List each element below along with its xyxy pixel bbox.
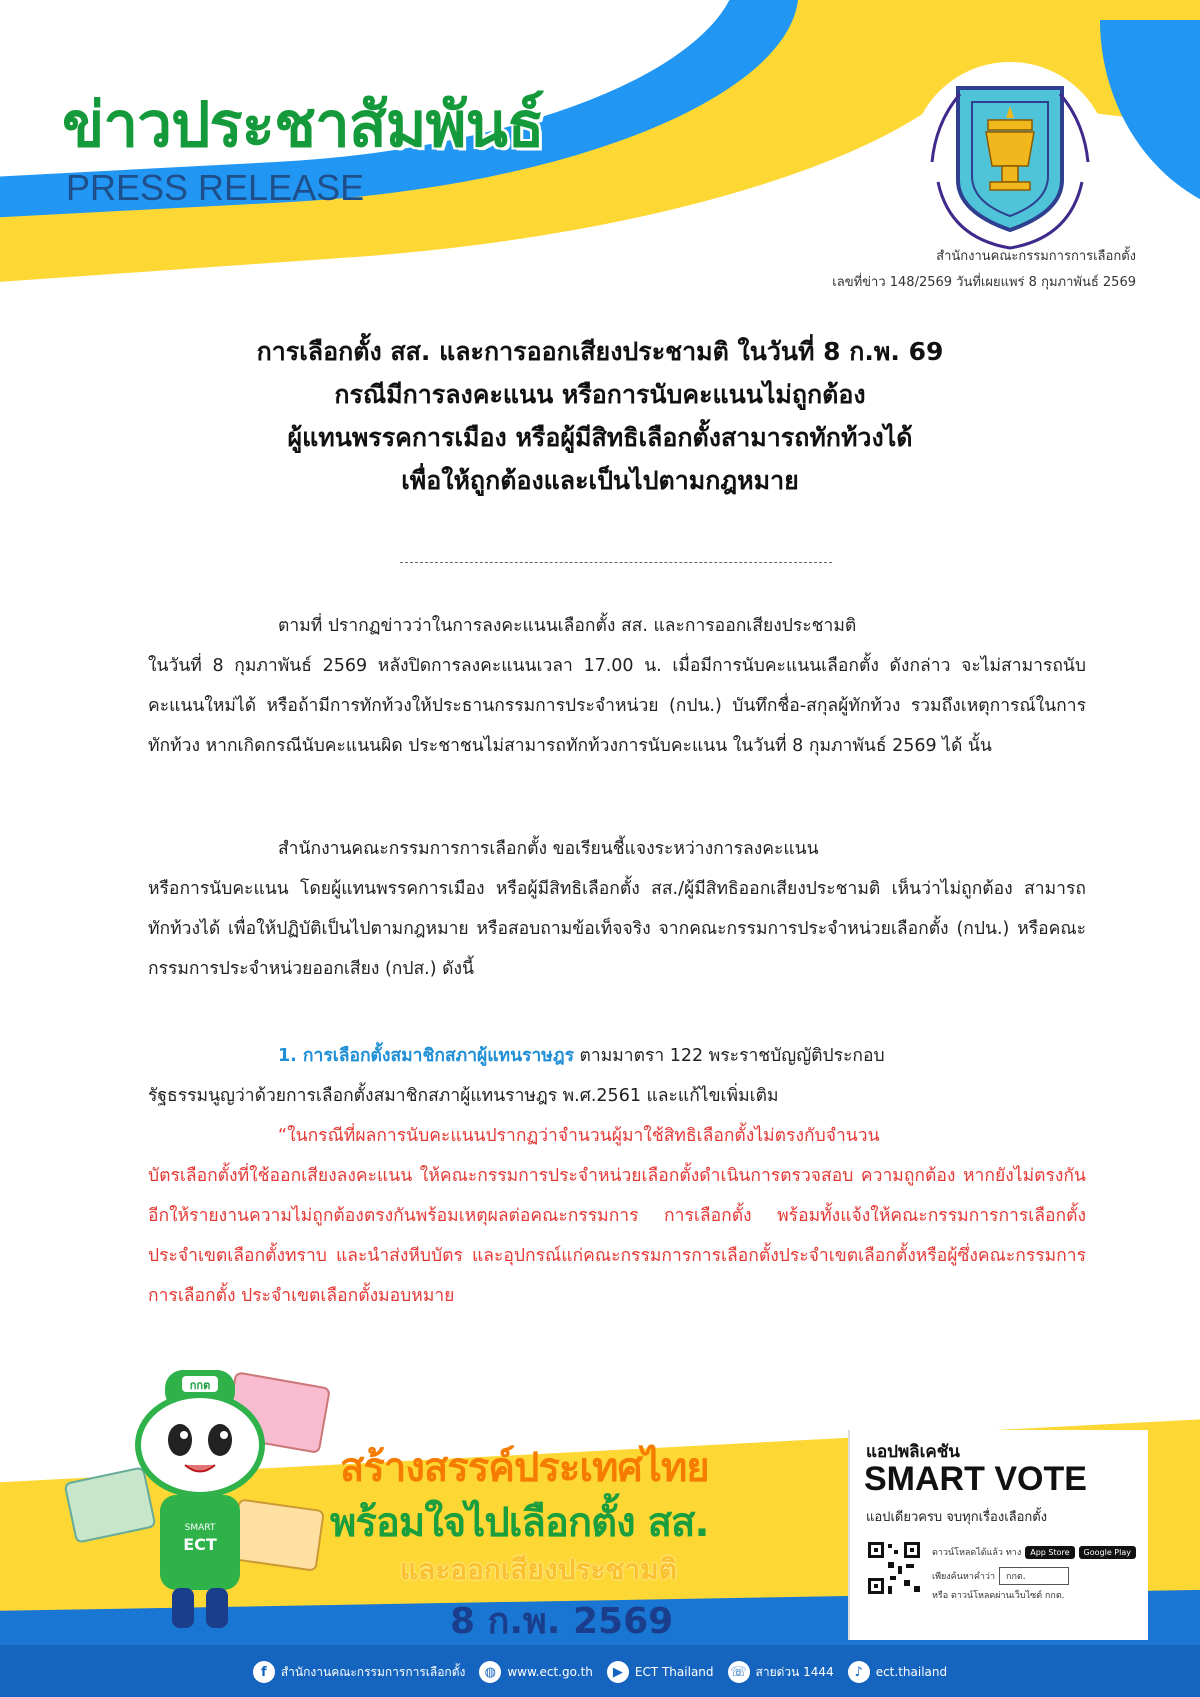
election-commission-logo <box>910 62 1110 262</box>
download-row <box>932 1545 1136 1559</box>
body-paragraph-2 <box>148 829 1086 989</box>
app-name: SMART VOTE <box>864 1460 1087 1498</box>
slogan-line-2: พร้อมใจไปเลือกตั้ง สส. <box>330 1500 709 1546</box>
headline-line-2: กรณีมีการลงคะแนน หรือการนับคะแนนไม่ถูกต้อง <box>334 380 866 409</box>
website-label: www.ect.go.th <box>507 1665 593 1679</box>
globe-icon: ◍ <box>479 1661 501 1683</box>
press-release-title-english: PRESS RELEASE <box>66 167 365 208</box>
qr-code-icon[interactable] <box>866 1540 922 1596</box>
headline-divider <box>400 562 832 563</box>
law-quotation <box>148 1116 1086 1316</box>
campaign-banner <box>0 1330 1200 1697</box>
paragraph-1-first-line: ตามที่ ปรากฏข่าวว่าในการลงคะแนนเลือกตั้ง สส. และการออกเสียงประชามติ <box>278 616 857 636</box>
smart-vote-app-promo <box>848 1430 1148 1640</box>
paragraph-2-rest: หรือการนับคะแนน โดยผู้แทนพรรคการเมือง หรือผู้มีสิทธิเลือกตั้ง สส./ผู้มีสิทธิออกเสียงประชามติ เห็นว่าไม่ถูกต้อง สามารถทักท้วงได้ เพื่อให้ปฏิบัติเป็นไปตามกฎหมาย หรือสอบถามข้อเท็จจริง จากคณะกรรมการประจำหน่วยเลือกตั้ง (กปน.) หรือคณะกรรมการประจำหน่วยออกเสียง (กปส.) ดังนี้ <box>148 879 1086 979</box>
download-label: ดาวน์โหลดได้แล้ว ทาง <box>932 1548 1022 1558</box>
social-contact-bar <box>0 1648 1200 1696</box>
facebook-icon: f <box>253 1661 275 1683</box>
tiktok-icon: ♪ <box>848 1661 870 1683</box>
election-date: 8 ก.พ. 2569 <box>450 1601 674 1642</box>
section-1-first-line <box>148 1036 1086 1076</box>
news-reference-number: เลขที่ข่าว 148/2569 วันที่เผยแพร่ 8 กุมภาพันธ์ 2569 <box>832 275 1136 290</box>
facebook-link[interactable] <box>253 1661 465 1683</box>
paragraph-2-first-line: สำนักงานคณะกรรมการการเลือกตั้ง ขอเรียนชี้แจงระหว่างการลงคะแนน <box>278 839 819 859</box>
google-play-badge[interactable]: Google Play <box>1079 1546 1136 1559</box>
issuing-office: สำนักงานคณะกรรมการการเลือกตั้ง <box>936 249 1136 264</box>
body-paragraph-1 <box>148 606 1086 766</box>
app-caption: แอปพลิเคชัน <box>866 1442 960 1462</box>
phone-icon: ☏ <box>728 1661 750 1683</box>
election-commission-emblem-icon <box>910 62 1110 262</box>
app-store-badge[interactable]: App Store <box>1025 1546 1074 1559</box>
section-1 <box>148 1036 1086 1116</box>
header-right-blue <box>1100 20 1200 220</box>
quotation-first-line: “ในกรณีที่ผลการนับคะแนนปรากฏว่าจำนวนผู้มาใช้สิทธิเลือกตั้งไม่ตรงกับจำนวน <box>278 1126 880 1146</box>
section-1-heading: 1. การเลือกตั้งสมาชิกสภาผู้แทนราษฎร <box>278 1046 574 1066</box>
headline-line-3: ผู้แทนพรรคการเมือง หรือผู้มีสิทธิเลือกตั้งสามารถทักท้วงได้ <box>287 423 913 452</box>
search-label: เพียงค้นหาคำว่า <box>932 1572 996 1582</box>
search-keyword-box: กกต. <box>999 1567 1069 1585</box>
slogan-line-1: สร้างสรรค์ประเทศไทย <box>340 1445 709 1491</box>
slogan-line-3: และออกเสียงประชามติ <box>400 1553 677 1586</box>
mascot-shirt-smart: SMART <box>184 1523 216 1533</box>
section-1-rest: รัฐธรรมนูญว่าด้วยการเลือกตั้งสมาชิกสภาผู้แทนราษฎร พ.ศ.2561 และแก้ไขเพิ่มเติม <box>148 1086 779 1106</box>
app-tagline: แอปเดียวครบ จบทุกเรื่องเลือกตั้ง <box>866 1510 1048 1525</box>
tiktok-label: ect.thailand <box>875 1665 948 1679</box>
section-1-intro: ตามมาตรา 122 พระราชบัญญัติประกอบ <box>573 1046 885 1066</box>
paragraph-1-rest: ในวันที่ 8 กุมภาพันธ์ 2569 หลังปิดการลงคะแนนเวลา 17.00 น. เมื่อมีการนับคะแนนเลือกตั้ง ดังกล่าว จะไม่สามารถนับคะแนนใหม่ได้ หรือถ้ามีการทักท้วงให้ประธานกรรมการประจำหน่วย (กปน.) บันทึกชื่อ-สกุลผู้ทักท้วง รวมถึงเหตุการณ์ในการทักท้วง หากเกิดกรณีนับคะแนนผิด ประชาชนไม่สามารถทักท้วงการนับคะแนน ในวันที่ 8 กุมภาพันธ์ 2569 ได้ นั้น <box>148 656 1086 756</box>
headline-line-1: การเลือกตั้ง สส. และการออกเสียงประชามติ ในวันที่ 8 ก.พ. 69 <box>256 337 944 366</box>
headline <box>60 330 1140 502</box>
youtube-label: ECT Thailand <box>634 1665 714 1679</box>
mascot-shirt-ect: ECT <box>183 1535 217 1554</box>
hotline-label: สายด่วน 1444 <box>755 1664 834 1679</box>
press-release-title-thai: ข่าวประชาสัมพันธ์ <box>62 88 544 161</box>
quotation-rest: บัตรเลือกตั้งที่ใช้ออกเสียงลงคะแนน ให้คณะกรรมการประจำหน่วยเลือกตั้งดำเนินการตรวจสอบ ความถูกต้อง หากยังไม่ตรงกันอีกให้รายงานความไม่ถูกต้องตรงกันพร้อมเหตุผลต่อคณะกรรมการ การเลือกตั้ง พร้อมทั้งแจ้งให้คณะกรรมการการเลือกตั้งประจำเขตเลือกตั้งทราบ และนำส่งหีบบัตร และอุปกรณ์แก่คณะกรรมการการเลือกตั้งประจำเขตเลือกตั้งหรือผู้ซึ่งคณะกรรมการการเลือกตั้ง ประจำเขตเลือกตั้งมอบหมาย <box>148 1166 1086 1306</box>
search-hint-row <box>932 1567 1069 1585</box>
hotline-link[interactable] <box>728 1661 834 1683</box>
smart-ect-mascot-icon <box>60 1340 350 1640</box>
facebook-label: สำนักงานคณะกรรมการการเลือกตั้ง <box>280 1664 466 1679</box>
youtube-link[interactable] <box>607 1661 714 1683</box>
website-link[interactable] <box>479 1661 593 1683</box>
tiktok-link[interactable] <box>848 1661 947 1683</box>
web-download-note: หรือ ดาวน์โหลดผ่านเว็บไซต์ กกต. <box>932 1591 1065 1601</box>
headline-line-4: เพื่อให้ถูกต้องและเป็นไปตามกฎหมาย <box>401 466 799 495</box>
mascot-cap-text: กกต <box>189 1379 211 1392</box>
youtube-icon: ▶ <box>607 1661 629 1683</box>
